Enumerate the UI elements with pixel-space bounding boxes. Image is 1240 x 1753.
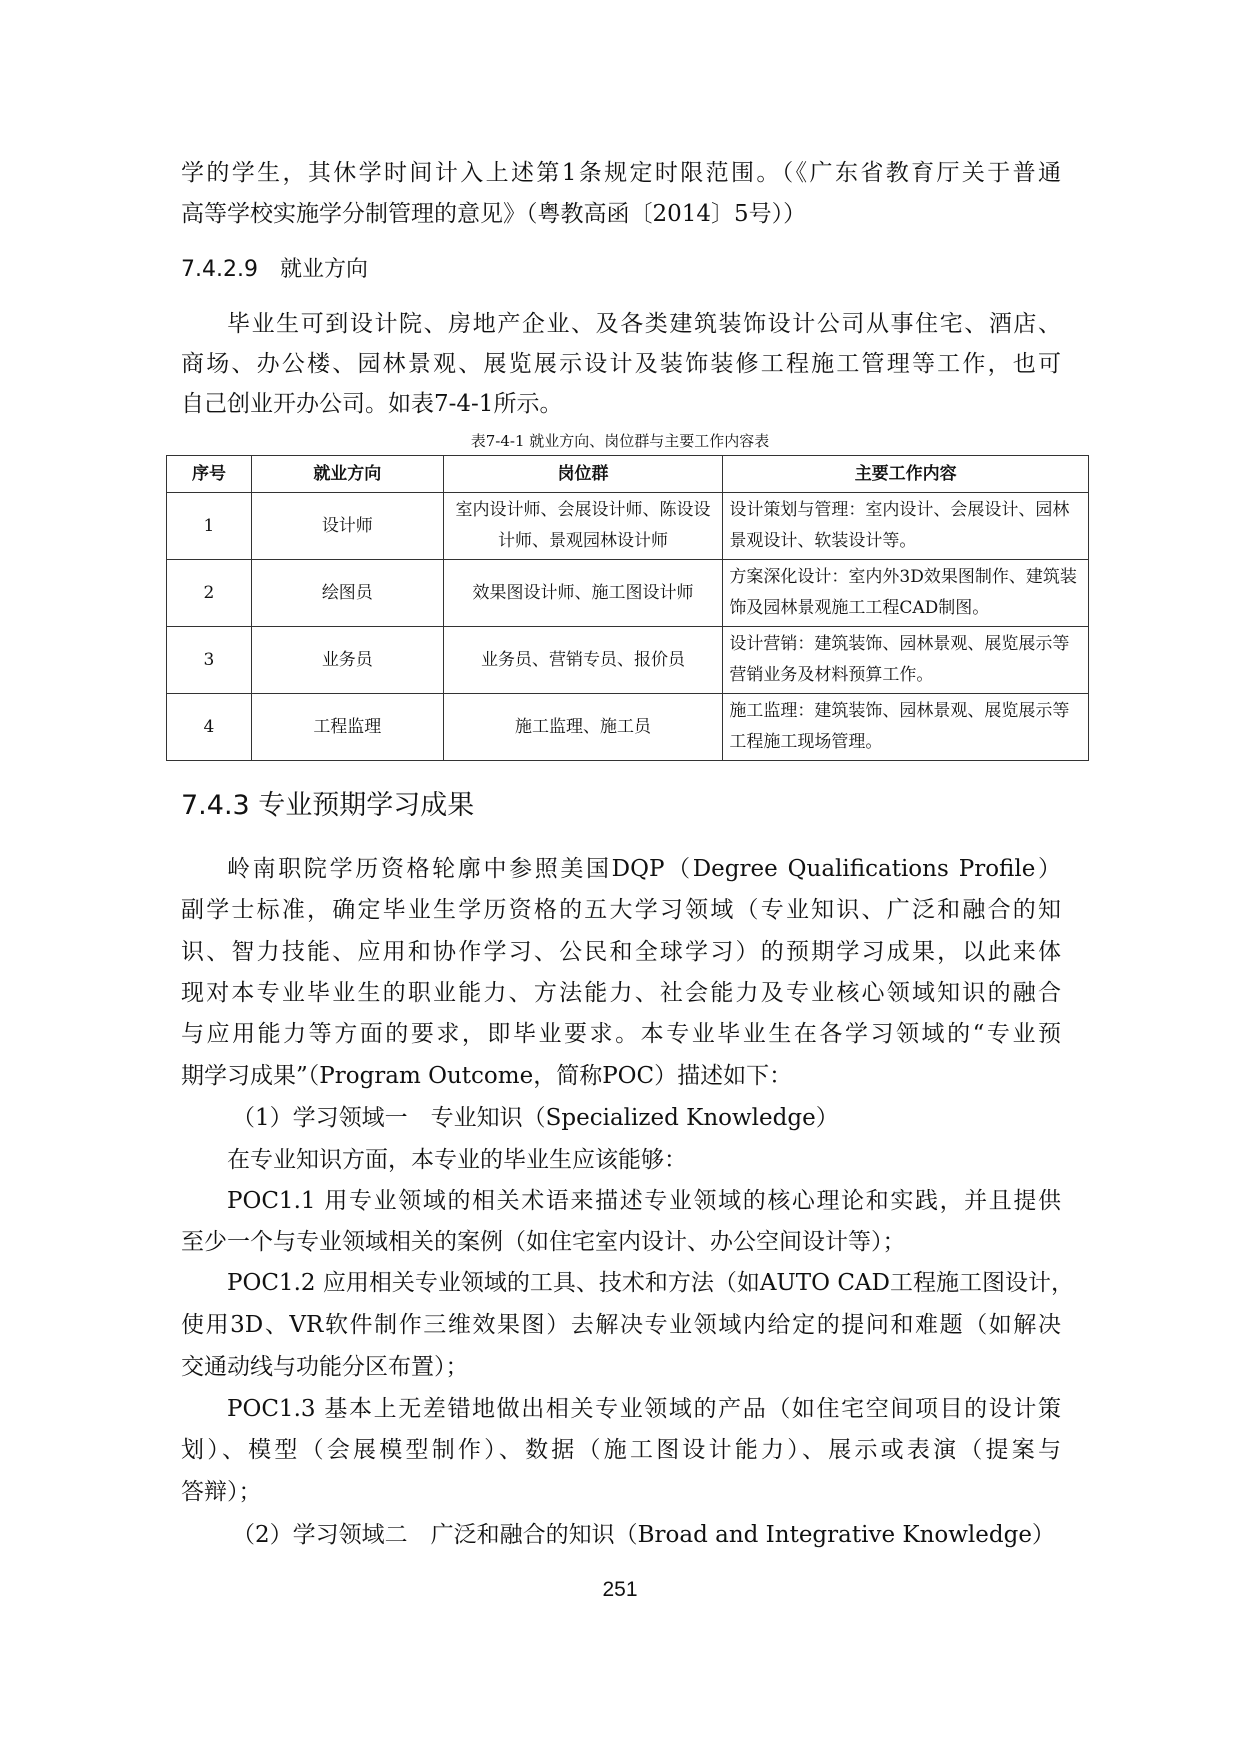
poc-line: POC1.1 用专业领域的相关术语来描述专业领域的核心理论和实践，并且提供 — [227, 1188, 1061, 1214]
paragraph-line: 副学士标准，确定毕业生学历资格的五大学习领域（专业知识、广泛和融合的知 — [181, 897, 1061, 923]
cell-content: 施工监理：建筑装饰、园林景观、展览展示等工程施工现场管理。 — [723, 694, 1089, 761]
paragraph-line: 现对本专业毕业生的职业能力、方法能力、社会能力及专业核心领域知识的融合 — [181, 980, 1061, 1006]
header-no: 序号 — [167, 456, 252, 493]
cell-no: 3 — [167, 627, 252, 694]
paragraph-line: 毕业生可到设计院、房地产企业、及各类建筑装饰设计公司从事住宅、酒店、 — [227, 311, 1061, 337]
paragraph-line: 自己创业开办公司。如表7-4-1所示。 — [181, 391, 563, 417]
cell-content: 设计营销：建筑装饰、园林景观、展览展示等营销业务及材料预算工作。 — [723, 627, 1089, 694]
poc-line: POC1.2 应用相关专业领域的工具、技术和方法（如AUTO CAD工程施工图设计， — [227, 1270, 1074, 1296]
cell-content: 设计策划与管理：室内设计、会展设计、园林景观设计、软装设计等。 — [723, 493, 1089, 560]
cell-content: 方案深化设计：室内外3D效果图制作、建筑装饰及园林景观施工工程CAD制图。 — [723, 560, 1089, 627]
table-header-row — [167, 456, 1089, 493]
poc-line: 交通动线与功能分区布置）； — [181, 1354, 469, 1380]
cell-positions: 业务员、营销专员、报价员 — [443, 627, 723, 694]
intro-line: 高等学校实施学分制管理的意见》（粤教高函〔2014〕5号）） — [181, 201, 807, 227]
poc-line: POC1.3 基本上无差错地做出相关专业领域的产品（如住宅空间项目的设计策 — [227, 1396, 1061, 1422]
paragraph-line: 商场、办公楼、园林景观、展览展示设计及装饰装修工程施工管理等工作，也可 — [181, 351, 1061, 377]
cell-direction: 设计师 — [251, 493, 443, 560]
cell-positions: 效果图设计师、施工图设计师 — [443, 560, 723, 627]
paragraph-line: 在专业知识方面，本专业的毕业生应该能够： — [227, 1147, 687, 1173]
table-row — [167, 627, 1089, 694]
table-caption: 表7-4-1 就业方向、岗位群与主要工作内容表 — [470, 432, 770, 450]
cell-direction: 业务员 — [251, 627, 443, 694]
cell-no: 2 — [167, 560, 252, 627]
cell-positions: 施工监理、施工员 — [443, 694, 723, 761]
cell-no: 4 — [167, 694, 252, 761]
cell-direction: 绘图员 — [251, 560, 443, 627]
poc-line: 使用3D、VR软件制作三维效果图）去解决专业领域内给定的提问和难题（如解决 — [181, 1312, 1061, 1338]
table-row — [167, 493, 1089, 560]
page-number: 251 — [602, 1578, 638, 1601]
cell-positions: 室内设计师、会展设计师、陈设设计师、景观园林设计师 — [443, 493, 723, 560]
poc-line: 答辩）； — [181, 1479, 262, 1505]
paragraph-line: 与应用能力等方面的要求，即毕业要求。本专业毕业生在各学习领域的“专业预 — [181, 1021, 1061, 1047]
header-direction: 就业方向 — [251, 456, 443, 493]
paragraph-line: 期学习成果”（Program Outcome，简称POC）描述如下： — [181, 1063, 793, 1089]
employment-table — [166, 455, 1089, 761]
cell-no: 1 — [167, 493, 252, 560]
header-content: 主要工作内容 — [723, 456, 1089, 493]
section-heading-7-4-3: 7.4.3 专业预期学习成果 — [181, 790, 475, 821]
table-row — [167, 560, 1089, 627]
poc-line: 划）、模型（会展模型制作）、数据（施工图设计能力）、展示或表演（提案与 — [181, 1437, 1061, 1463]
paragraph-line: 岭南职院学历资格轮廓中参照美国DQP（Degree Qualifications Profile） — [227, 856, 1061, 882]
intro-line: 学的学生，其休学时间计入上述第1条规定时限范围。（《广东省教育厅关于普通 — [181, 160, 1061, 186]
table-row — [167, 694, 1089, 761]
subsection-heading: （1）学习领域一 专业知识（Specialized Knowledge） — [232, 1105, 839, 1131]
subsection-heading: （2）学习领域二 广泛和融合的知识（Broad and Integrative Knowledge） — [232, 1522, 1055, 1548]
paragraph-line: 识、智力技能、应用和协作学习、公民和全球学习）的预期学习成果，以此来体 — [181, 939, 1061, 965]
poc-line: 至少一个与专业领域相关的案例（如住宅室内设计、办公空间设计等）； — [181, 1229, 906, 1255]
header-positions: 岗位群 — [443, 456, 723, 493]
cell-direction: 工程监理 — [251, 694, 443, 761]
section-heading-7-4-2-9: 7.4.2.9 就业方向 — [181, 257, 368, 282]
